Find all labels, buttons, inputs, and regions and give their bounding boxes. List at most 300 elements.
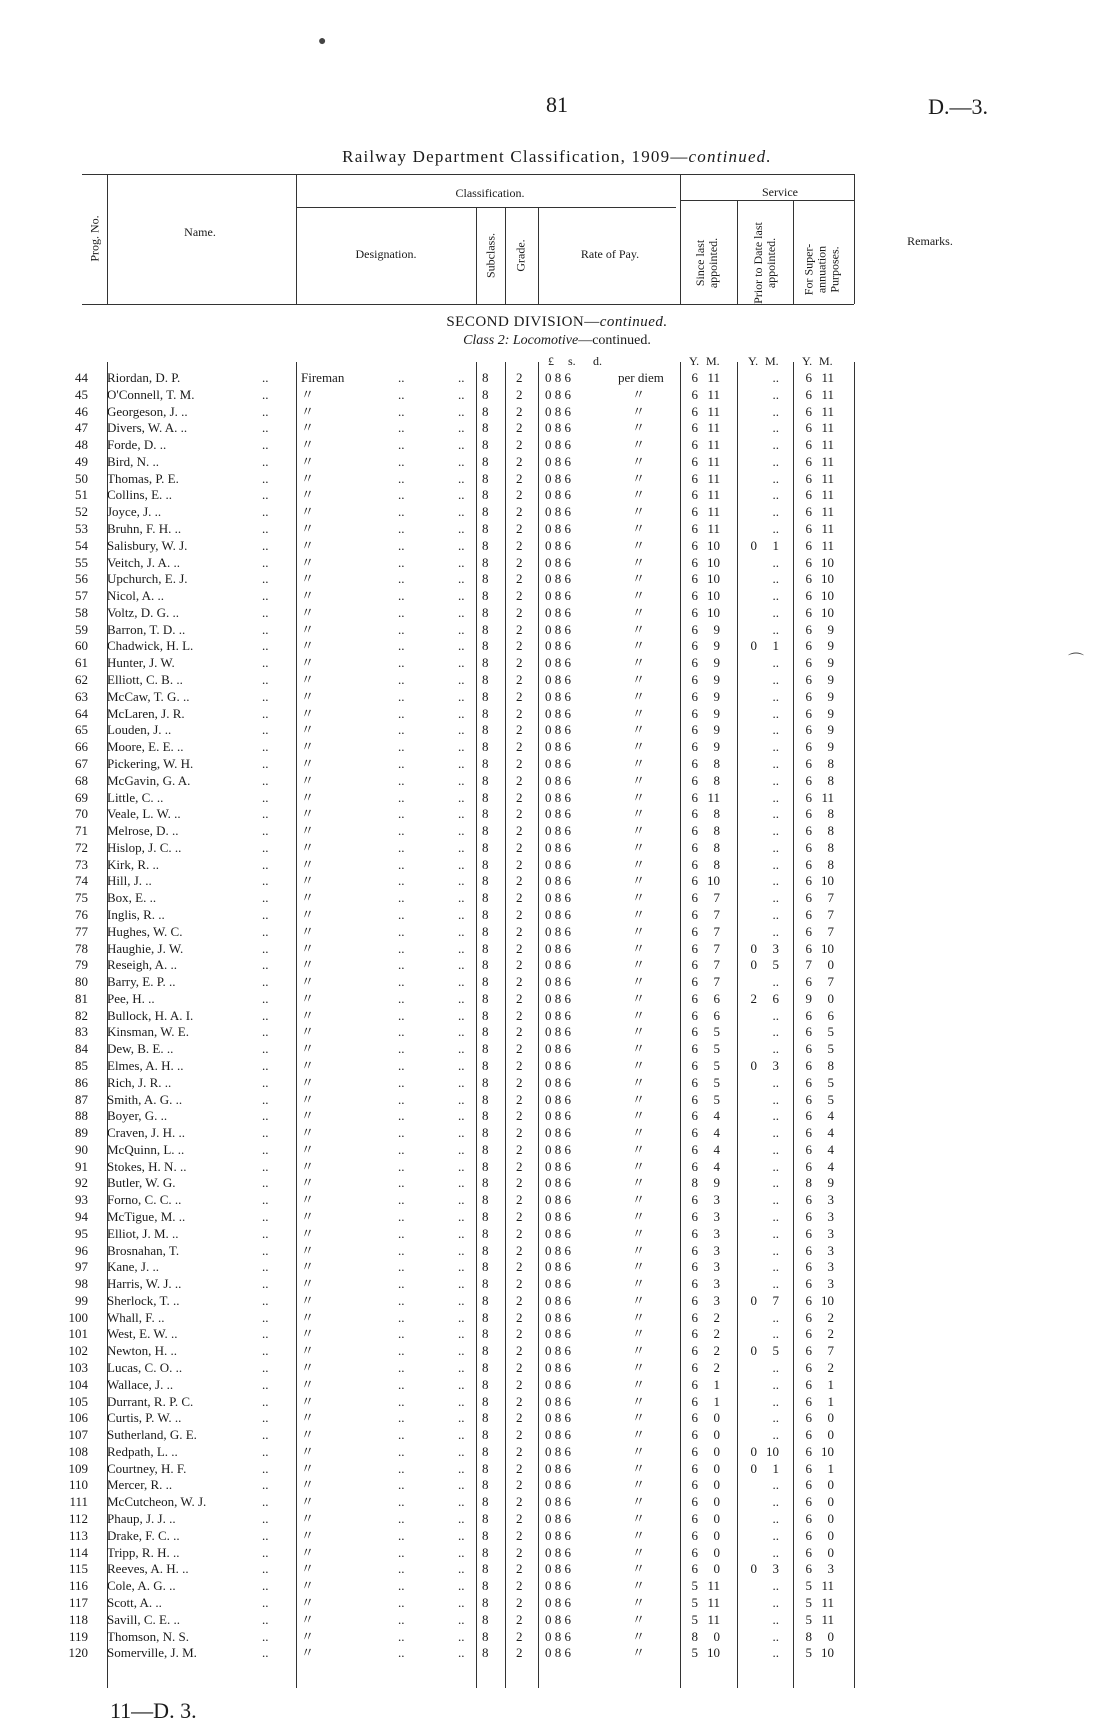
rate-of-pay: 0 8 6 [545,1108,571,1124]
leader-dots: .. [458,1141,465,1157]
pay-period: 〃 [632,487,646,503]
leader-dots: .. [458,1024,465,1040]
pay-period: 〃 [632,1511,646,1527]
designation: 〃 [301,621,315,637]
prog-no: 111 [69,1494,88,1510]
grade: 2 [516,1141,523,1157]
pay-period: 〃 [632,1225,646,1241]
since-years: 6 [691,504,698,520]
super-months: 10 [821,873,834,889]
grade: 2 [516,1427,523,1443]
designation: 〃 [301,856,315,872]
leader-dots: .. [398,1225,405,1241]
prog-no: 91 [75,1158,88,1174]
employee-name: Voltz, D. G. .. [107,604,179,620]
super-months: 7 [827,906,834,922]
grade: 2 [516,1125,523,1141]
grade: 2 [516,1309,523,1325]
prog-no: 85 [75,1057,88,1073]
super-months: 11 [821,403,834,419]
table-row [0,554,1114,571]
prog-no: 106 [68,1410,88,1426]
prior-months: .. [772,554,779,570]
leader-dots: .. [398,1091,405,1107]
pay-period: 〃 [632,554,646,570]
pay-period: 〃 [632,1041,646,1057]
designation: 〃 [301,990,315,1006]
table-row [0,772,1114,789]
subclass: 8 [482,1494,489,1510]
grade: 2 [516,504,523,520]
since-years: 6 [691,873,698,889]
pay-period: 〃 [632,957,646,973]
super-months: 0 [827,1494,834,1510]
prior-years: 0 [750,537,757,553]
designation: 〃 [301,1460,315,1476]
leader-dots: .. [458,1292,465,1308]
super-years: 6 [805,621,812,637]
pay-period: 〃 [632,571,646,587]
since-years: 6 [691,470,698,486]
grade: 2 [516,722,523,738]
pay-period: 〃 [632,890,646,906]
pay-period: 〃 [632,1242,646,1258]
employee-name: Dew, B. E. .. [107,1041,174,1057]
prior-months: .. [772,437,779,453]
employee-name: Melrose, D. .. [107,823,179,839]
since-years: 6 [691,621,698,637]
pay-period: 〃 [632,772,646,788]
pay-period: 〃 [632,1611,646,1627]
prog-no: 59 [75,621,88,637]
leader-dots: .. [262,1494,269,1510]
leader-dots: .. [262,923,269,939]
super-months: 0 [827,1477,834,1493]
designation: 〃 [301,1494,315,1510]
leader-dots: .. [458,1309,465,1325]
table-row [0,1443,1114,1460]
header-grade: Grade. [513,239,528,272]
designation: 〃 [301,1594,315,1610]
leader-dots: .. [458,571,465,587]
super-years: 6 [805,1527,812,1543]
prog-no: 99 [75,1292,88,1308]
unit-months-super: M. [819,354,833,368]
subclass: 8 [482,437,489,453]
employee-name: Barron, T. D. .. [107,621,186,637]
employee-name: Hill, J. .. [107,873,152,889]
super-months: 0 [827,1427,834,1443]
super-months: 8 [827,1057,834,1073]
leader-dots: .. [398,688,405,704]
prog-no: 84 [75,1041,88,1057]
leader-dots: .. [458,504,465,520]
table-row [0,1057,1114,1074]
table-row [0,822,1114,839]
leader-dots: .. [262,487,269,503]
employee-name: McGavin, G. A. [107,772,191,788]
unit-pound: £ [548,354,554,368]
leader-dots: .. [262,1645,269,1661]
since-months: 7 [713,923,720,939]
pay-period: 〃 [632,1376,646,1392]
designation: 〃 [301,1427,315,1443]
super-years: 6 [805,1427,812,1443]
prog-no: 73 [75,856,88,872]
prior-months: .. [772,1360,779,1376]
rate-of-pay: 0 8 6 [545,403,571,419]
employee-name: Georgeson, J. .. [107,403,188,419]
leader-dots: .. [262,705,269,721]
super-years: 6 [805,1074,812,1090]
prog-no: 101 [68,1326,88,1342]
since-months: 11 [707,386,720,402]
super-years: 6 [805,1460,812,1476]
pay-period: 〃 [632,1460,646,1476]
pay-period: 〃 [632,722,646,738]
pay-period: 〃 [632,1091,646,1107]
super-years: 6 [805,1410,812,1426]
super-years: 8 [805,1175,812,1191]
super-years: 6 [805,1326,812,1342]
super-years: 6 [805,588,812,604]
designation: 〃 [301,755,315,771]
pay-period: 〃 [632,1477,646,1493]
leader-dots: .. [458,537,465,553]
prog-no: 115 [68,1561,88,1577]
leader-dots: .. [262,437,269,453]
table-row [0,1040,1114,1057]
designation: 〃 [301,923,315,939]
leader-dots: .. [398,1376,405,1392]
since-years: 6 [691,688,698,704]
leader-dots: .. [398,1326,405,1342]
super-years: 5 [805,1578,812,1594]
leader-dots: .. [398,1527,405,1543]
prior-months: .. [772,974,779,990]
subclass: 8 [482,1443,489,1459]
leader-dots: .. [262,521,269,537]
designation: 〃 [301,1628,315,1644]
col-divider-1 [107,174,108,304]
super-months: 4 [827,1158,834,1174]
leader-dots: .. [398,839,405,855]
since-years: 6 [691,638,698,654]
super-months: 10 [821,940,834,956]
prior-months: 10 [766,1443,779,1459]
rate-of-pay: 0 8 6 [545,588,571,604]
employee-name: Joyce, J. .. [107,504,162,520]
prior-months: .. [772,688,779,704]
super-months: 4 [827,1141,834,1157]
since-months: 11 [707,487,720,503]
designation: 〃 [301,1343,315,1359]
leader-dots: .. [458,487,465,503]
subclass: 8 [482,856,489,872]
employee-name: Moore, E. E. .. [107,739,184,755]
grade: 2 [516,1645,523,1661]
super-years: 6 [805,655,812,671]
super-months: 11 [821,1611,834,1627]
designation: 〃 [301,906,315,922]
pay-period: 〃 [632,1561,646,1577]
prior-months: .. [772,1141,779,1157]
since-months: 5 [713,1091,720,1107]
leader-dots: .. [458,1360,465,1376]
since-years: 6 [691,403,698,419]
super-months: 11 [821,521,834,537]
grade: 2 [516,1628,523,1644]
leader-dots: .. [458,1460,465,1476]
pay-period: 〃 [632,1259,646,1275]
rate-of-pay: 0 8 6 [545,1494,571,1510]
prior-years: 0 [750,1460,757,1476]
since-months: 4 [713,1141,720,1157]
leader-dots: .. [398,588,405,604]
subclass: 8 [482,1158,489,1174]
pay-period: 〃 [632,621,646,637]
grade: 2 [516,1175,523,1191]
employee-name: Kinsman, W. E. [107,1024,189,1040]
since-years: 6 [691,1309,698,1325]
since-years: 6 [691,1494,698,1510]
super-years: 6 [805,1141,812,1157]
leader-dots: .. [458,1645,465,1661]
rate-of-pay: 0 8 6 [545,571,571,587]
leader-dots: .. [262,672,269,688]
prior-months: .. [772,621,779,637]
since-months: 7 [713,974,720,990]
table-row [0,738,1114,755]
leader-dots: .. [458,1578,465,1594]
pay-period: 〃 [632,1645,646,1661]
prior-months: 1 [772,537,779,553]
since-years: 6 [691,1158,698,1174]
leader-dots: .. [262,1527,269,1543]
table-row [0,1007,1114,1024]
pay-period: 〃 [632,739,646,755]
table-row [0,570,1114,587]
prior-months: .. [772,672,779,688]
prog-no: 66 [75,739,88,755]
subclass: 8 [482,722,489,738]
subclass: 8 [482,1091,489,1107]
header-designation: Designation. [355,247,417,261]
table-row [0,1359,1114,1376]
prior-months: .. [772,705,779,721]
prog-no: 56 [75,571,88,587]
leader-dots: .. [262,856,269,872]
rate-of-pay: 0 8 6 [545,1024,571,1040]
prior-months: .. [772,1007,779,1023]
super-months: 0 [827,957,834,973]
pay-period: 〃 [632,1292,646,1308]
leader-dots: .. [398,1007,405,1023]
designation: 〃 [301,1611,315,1627]
designation: 〃 [301,1393,315,1409]
super-years: 6 [805,890,812,906]
employee-name: Whall, F. .. [107,1309,165,1325]
subclass: 8 [482,1108,489,1124]
prior-months: .. [772,1074,779,1090]
leader-dots: .. [262,957,269,973]
table-row [0,940,1114,957]
leader-dots: .. [398,722,405,738]
leader-dots: .. [458,655,465,671]
prog-no: 88 [75,1108,88,1124]
rate-of-pay: 0 8 6 [545,1276,571,1292]
leader-dots: .. [262,873,269,889]
employee-name: Haughie, J. W. [107,940,184,956]
grade: 2 [516,990,523,1006]
leader-dots: .. [398,1594,405,1610]
pay-period: 〃 [632,906,646,922]
super-months: 9 [827,1175,834,1191]
designation: 〃 [301,453,315,469]
employee-name: Collins, E. .. [107,487,173,503]
since-years: 6 [691,487,698,503]
rate-of-pay: 0 8 6 [545,420,571,436]
subclass: 8 [482,1427,489,1443]
leader-dots: .. [458,688,465,704]
leader-dots: .. [458,1477,465,1493]
employee-name: Wallace, J. .. [107,1376,174,1392]
prog-no: 77 [75,923,88,939]
leader-dots: .. [262,1259,269,1275]
pay-period: 〃 [632,588,646,604]
subclass: 8 [482,521,489,537]
rate-of-pay: 0 8 6 [545,1628,571,1644]
since-months: 5 [713,1024,720,1040]
pay-period: 〃 [632,521,646,537]
since-years: 6 [691,1276,698,1292]
since-months: 11 [707,470,720,486]
class-label: Class 2: Locomotive [463,333,579,348]
leader-dots: .. [458,588,465,604]
since-months: 10 [707,1645,720,1661]
super-years: 6 [805,1360,812,1376]
table-row [0,1275,1114,1292]
leader-dots: .. [458,1041,465,1057]
prior-months: .. [772,1242,779,1258]
super-years: 6 [805,1309,812,1325]
grade: 2 [516,1460,523,1476]
subclass: 8 [482,621,489,637]
since-years: 6 [691,1410,698,1426]
leader-dots: .. [398,1578,405,1594]
super-months: 5 [827,1024,834,1040]
since-years: 6 [691,1376,698,1392]
leader-dots: .. [458,739,465,755]
super-months: 8 [827,856,834,872]
rate-of-pay: 0 8 6 [545,873,571,889]
prog-no: 90 [75,1141,88,1157]
designation: 〃 [301,1125,315,1141]
grade: 2 [516,755,523,771]
leader-dots: .. [458,722,465,738]
rate-of-pay: 0 8 6 [545,621,571,637]
since-months: 9 [713,722,720,738]
prior-months: .. [772,470,779,486]
table-row [0,1611,1114,1628]
since-months: 2 [713,1326,720,1342]
super-months: 8 [827,823,834,839]
table-row [0,654,1114,671]
since-years: 6 [691,386,698,402]
leader-dots: .. [398,638,405,654]
leader-dots: .. [398,1460,405,1476]
rate-of-pay: 0 8 6 [545,1544,571,1560]
col-divider-2 [296,174,297,304]
employee-name: Smith, A. G. .. [107,1091,183,1107]
super-years: 6 [805,537,812,553]
leader-dots: .. [458,1057,465,1073]
employee-name: Hughes, W. C. [107,923,183,939]
super-years: 6 [805,974,812,990]
rate-of-pay: 0 8 6 [545,1175,571,1191]
since-months: 9 [713,638,720,654]
grade: 2 [516,688,523,704]
pay-period: 〃 [632,386,646,402]
prog-no: 95 [75,1225,88,1241]
leader-dots: .. [458,1326,465,1342]
employee-name: Chadwick, H. L. [107,638,194,654]
prior-months: .. [772,1209,779,1224]
employee-name: O'Connell, T. M. [107,386,195,402]
super-years: 6 [805,1544,812,1560]
prior-months: .. [772,1544,779,1560]
rate-of-pay: 0 8 6 [545,1074,571,1090]
leader-dots: .. [398,1074,405,1090]
super-months: 5 [827,1091,834,1107]
employee-name: Brosnahan, T. [107,1242,180,1258]
leader-dots: .. [458,521,465,537]
super-months: 9 [827,739,834,755]
col-divider-5 [538,207,539,304]
pay-period: 〃 [632,504,646,520]
super-months: 9 [827,688,834,704]
since-months: 3 [713,1259,720,1275]
since-years: 6 [691,974,698,990]
pay-period: 〃 [632,1024,646,1040]
since-months: 10 [707,537,720,553]
leader-dots: .. [458,755,465,771]
leader-dots: .. [458,554,465,570]
employee-name: Savill, C. E. .. [107,1611,180,1627]
leader-dots: .. [398,621,405,637]
leader-dots: .. [398,1628,405,1644]
prior-months: .. [772,521,779,537]
grade: 2 [516,1544,523,1560]
page-number: 81 [546,92,568,117]
designation: 〃 [301,772,315,788]
leader-dots: .. [262,453,269,469]
table-row [0,1460,1114,1477]
table-row [0,1158,1114,1175]
pay-period: 〃 [632,839,646,855]
since-years: 6 [691,990,698,1006]
rate-of-pay: 0 8 6 [545,990,571,1006]
rate-of-pay: 0 8 6 [545,839,571,855]
subclass: 8 [482,1259,489,1275]
pay-period: 〃 [632,688,646,704]
prior-months: .. [772,906,779,922]
leader-dots: .. [398,906,405,922]
grade: 2 [516,1443,523,1459]
table-row [0,486,1114,503]
employee-name: Stokes, H. N. .. [107,1158,187,1174]
rate-of-pay: 0 8 6 [545,1041,571,1057]
